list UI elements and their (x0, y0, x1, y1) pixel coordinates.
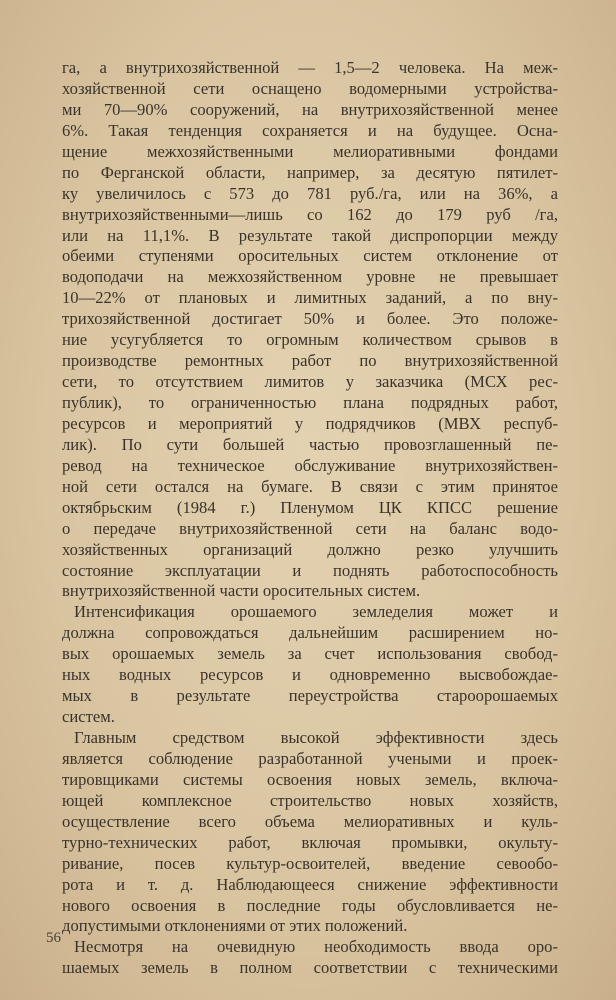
text-line: Несмотря на очевидную необходимость ввода оро- (74, 937, 558, 957)
text-line: ку увеличилось с 573 до 781 руб./га, или на 36%, а (62, 183, 558, 203)
text-line: октябрьским (1984 г.) Пленумом ЦК КПСС решение (62, 497, 558, 517)
text-line: осуществление всего объема мелиоративных и куль- (62, 811, 558, 831)
text-line: шаемых земель в полном соответствии с техническими (62, 958, 558, 978)
text-line: является соблюдение разработанной учеными и проек- (62, 748, 558, 768)
text-line: щение межхозяйственными мелиоративными фондами (62, 141, 558, 161)
text-line: должна сопровождаться дальнейшим расширением но- (62, 623, 558, 643)
text-line: Интенсификация орошаемого земледелия может и (74, 602, 558, 622)
page-number: 56 (46, 930, 61, 946)
text-line: ревод на техническое обслуживание внутрихозяйствен- (62, 455, 558, 475)
text-line: га, а внутрихозяйственной — 1,5—2 человека. На меж- (62, 58, 558, 77)
text-line: 10—22% от плановых и лимитных заданий, а по вну- (62, 288, 558, 308)
text-line: турно-технических работ, включая промывки, окульту- (62, 832, 558, 852)
text-line: вых орошаемых земель за счет использования свобод- (62, 644, 558, 664)
text-line: мых в результате переустройства староорошаемых (62, 686, 558, 706)
text-line: систем. (62, 707, 115, 727)
text-line: обеими ступенями оросительных систем отклонение от (62, 246, 558, 266)
text-line: 6%. Такая тенденция сохраняется и на будущее. Осна- (62, 120, 558, 140)
text-line: ние усугубляется то огромным количеством срывов в (62, 330, 558, 350)
text-line: публик), то ограниченностью плана подрядных работ, (62, 393, 558, 412)
text-line: или на 11,1%. В результате такой диспропорции между (62, 225, 558, 245)
body-text (62, 58, 558, 979)
text-line: хозяйственных организаций должно резко улучшить (62, 539, 558, 559)
text-line: тировщиками системы освоения новых земель, включа- (62, 769, 558, 789)
text-line: производстве ремонтных работ по внутрихозяйственной (62, 351, 558, 371)
text-line: допустимыми отклонениями от этих положений. (62, 916, 408, 936)
text-line: сети, то отсутствием лимитов у заказчика (МСХ рес- (62, 372, 558, 392)
text-line: ривание, посев культур-освоителей, введение севообо- (62, 853, 558, 873)
text-line: ресурсов и мероприятий у подрядчиков (МВХ респуб- (62, 413, 558, 433)
text-line: о передаче внутрихозяйственной сети на баланс водо- (62, 518, 558, 538)
text-line: ной сети остался на бумаге. В связи с этим принятое (62, 476, 558, 496)
text-line: лик). По сути большей частью провозглашенный пе- (62, 434, 558, 454)
text-line: ных водных ресурсов и одновременно высвобождае- (62, 665, 558, 685)
text-line: рота и т. д. Наблюдающееся снижение эффективности (62, 874, 558, 894)
text-line: состояние эксплуатации и поднять работоспособность (62, 560, 558, 580)
text-line: хозяйственной сети оснащено водомерными устройства- (62, 78, 558, 98)
text-line: трихозяйственной достигает 50% и более. Это положе- (62, 309, 558, 329)
text-line: ющей комплексное строительство новых хозяйств, (62, 790, 558, 810)
text-line: водоподачи на межхозяйственном уровне не превышает (62, 267, 558, 287)
text-line: внутрихозяйственными—лишь со 162 до 179 руб /га, (62, 204, 558, 224)
text-line: по Ферганской области, например, за десятую пятилет- (62, 162, 558, 182)
text-line: ми 70—90% сооружений, на внутрихозяйственной менее (62, 99, 558, 119)
text-line: нового освоения в последние годы обусловливается не- (62, 895, 558, 915)
text-line: внутрихозяйственной части оросительных систем. (62, 581, 421, 601)
text-line: Главным средством высокой эффективности здесь (74, 728, 558, 747)
